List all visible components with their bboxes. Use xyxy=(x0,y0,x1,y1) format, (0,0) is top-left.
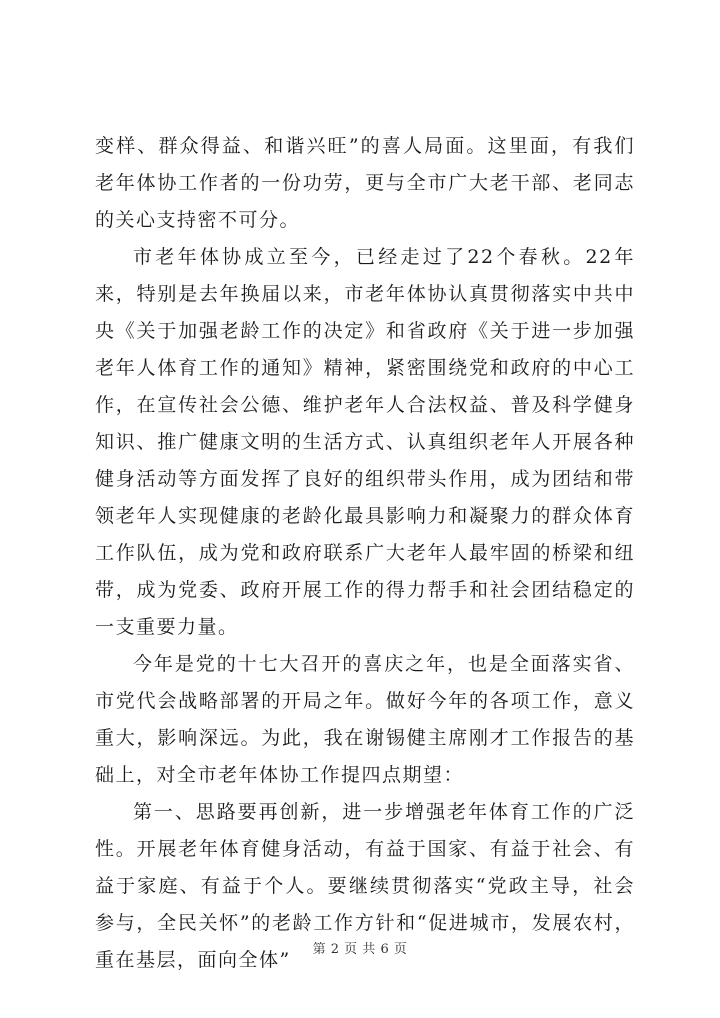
paragraph-this-year: 今年是党的十七大召开的喜庆之年，也是全面落实省、市党代会战略部署的开局之年。做好今年的各项工作，意义重大，影响深远。为此，我在谢锡健主席刚才工作报告的基础上，对全市老年体协工作提四点期望： xyxy=(95,653,635,786)
paragraph-continuation: 变样、群众得益、和谐兴旺”的喜人局面。这里面，有我们老年体协工作者的一份功劳，更与全市广大老干部、老同志的关心支持密不可分。 xyxy=(95,135,635,231)
page-number-footer: 第 2 页 共 6 页 xyxy=(312,942,408,957)
paragraph-history: 市老年体协成立至今，已经走过了22个春秋。22年来，特别是去年换届以来，市老年体协认真贯彻落实中共中央《关于加强老龄工作的决定》和省政府《关于进一步加强老年人体育工作的通知》精神，紧密围绕党和政府的中心工作，在宣传社会公德、维护老年人合法权益、普及科学健身知识、推广健康文明的生活方式、认真组织老年人开展各种健身活动等方面发挥了良好的组织带头作用，成为团结和带领老年人实现健康的老龄化最具影响力和凝聚力的群众体育工作队伍，成为党和政府联系广大老年人最牢固的桥梁和纽带，成为党委、政府开展工作的得力帮手和社会团结稳定的一支重要力量。 xyxy=(95,246,635,638)
paragraph-first-expectation: 第一、思路要再创新，进一步增强老年体育工作的广泛性。开展老年体育健身活动，有益于国家、有益于社会、有益于家庭、有益于个人。要继续贯彻落实“党政主导，社会参与，全民关怀”的老龄工作方针和“促进城市，发展农村，重在基层，面向全体” xyxy=(95,801,635,971)
document-body xyxy=(95,128,635,979)
